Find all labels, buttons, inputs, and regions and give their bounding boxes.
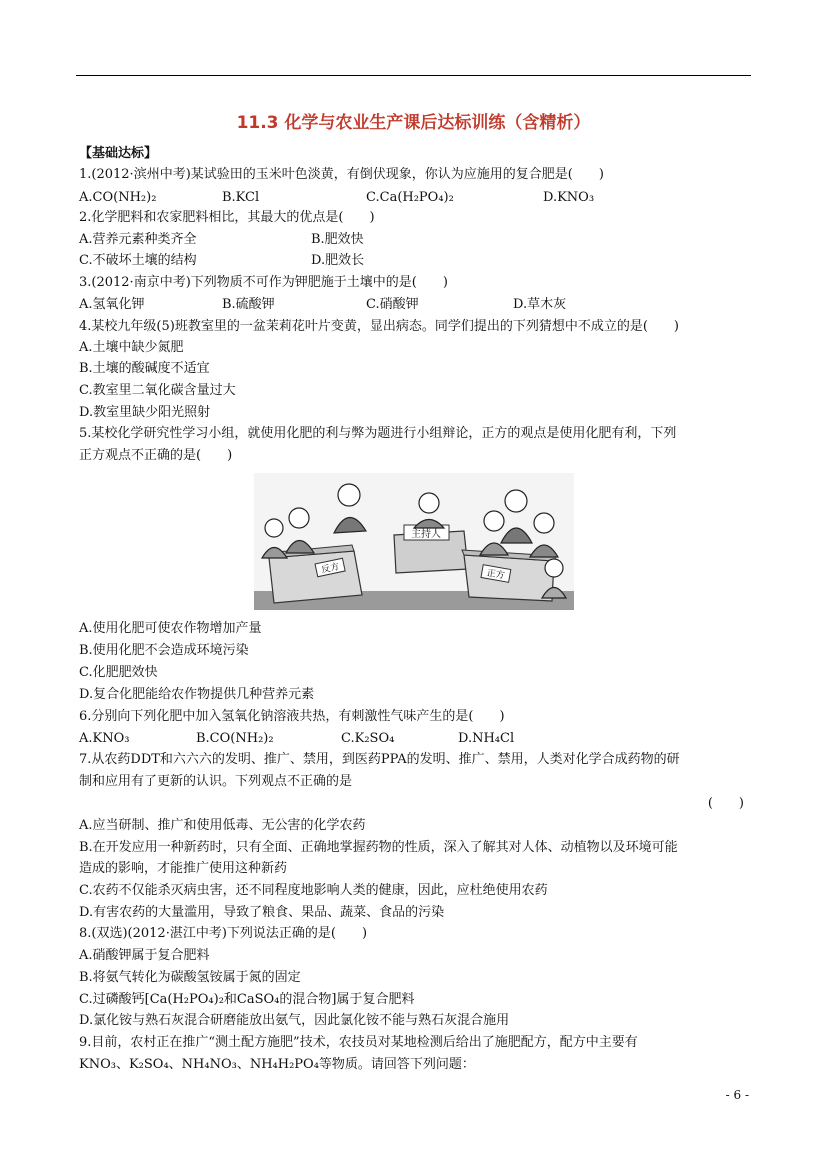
q8-option-c: C.过磷酸钙[Ca(H₂PO₄)₂和CaSO₄的混合物]属于复合肥料 bbox=[79, 992, 415, 1007]
debate-illustration bbox=[254, 473, 574, 610]
q6-option-d: D.NH₄Cl bbox=[458, 731, 515, 746]
q5-option-b: B.使用化肥不会造成环境污染 bbox=[79, 643, 249, 658]
q5-stem-line1: 5.某校化学研究性学习小组，就使用化肥的利与弊为题进行小组辩论，正方的观点是使用化肥有利，下列 bbox=[79, 426, 677, 441]
q6-option-b: B.CO(NH₂)₂ bbox=[196, 731, 274, 746]
q4-option-a: A.土壤中缺少氮肥 bbox=[79, 340, 184, 355]
q3-option-c: C.硝酸钾 bbox=[366, 297, 419, 312]
q8-option-d: D.氯化铵与熟石灰混合研磨能放出氨气，因此氯化铵不能与熟石灰混合施用 bbox=[79, 1013, 510, 1028]
q6-stem: 6.分别向下列化肥中加入氢氧化钠溶液共热，有刺激性气味产生的是( ) bbox=[79, 709, 505, 724]
q8-option-a: A.硝酸钾属于复合肥料 bbox=[79, 948, 210, 963]
q1-stem: 1.(2012·滨州中考)某试验田的玉米叶色淡黄，有倒伏现象，你认为应施用的复合肥是( ) bbox=[79, 167, 604, 182]
q4-option-b: B.土壤的酸碱度不适宜 bbox=[79, 361, 210, 376]
q3-option-d: D.草木灰 bbox=[513, 297, 567, 312]
q7-answer-blank: ( ) bbox=[707, 796, 744, 811]
pro-sign-label: 正方 bbox=[485, 568, 506, 582]
section-heading: 【基础达标】 bbox=[79, 146, 158, 161]
q2-option-a: A.营养元素种类齐全 bbox=[79, 232, 197, 247]
con-sign-label: 反方 bbox=[320, 562, 341, 576]
q4-option-c: C.教室里二氧化碳含量过大 bbox=[79, 383, 236, 398]
q9-stem-line2: KNO₃、K₂SO₄、NH₄NO₃、NH₄H₂PO₄等物质。请回答下列问题： bbox=[79, 1057, 475, 1072]
q5-option-d: D.复合化肥能给农作物提供几种营养元素 bbox=[79, 687, 315, 702]
q2-stem: 2.化学肥料和农家肥料相比，其最大的优点是( ) bbox=[79, 210, 375, 225]
q2-option-d: D.肥效长 bbox=[311, 253, 365, 268]
q7-option-c: C.农药不仅能杀灭病虫害，还不同程度地影响人类的健康，因此，应杜绝使用农药 bbox=[79, 883, 548, 898]
q8-stem: 8.(双选)(2012·湛江中考)下列说法正确的是( ) bbox=[79, 926, 368, 941]
q7-option-a: A.应当研制、推广和使用低毒、无公害的化学农药 bbox=[79, 818, 366, 833]
q2-option-b: B.肥效快 bbox=[311, 232, 364, 247]
q4-option-d: D.教室里缺少阳光照射 bbox=[79, 405, 211, 420]
q7-option-b-line1: B.在开发应用一种新药时，只有全面、正确地掌握药物的性质，深入了解其对人体、动植物以及环境可能 bbox=[79, 840, 678, 855]
q1-option-b: B.KCl bbox=[222, 190, 260, 205]
q2-option-c: C.不破坏土壤的结构 bbox=[79, 253, 197, 268]
q1-option-c: C.Ca(H₂PO₄)₂ bbox=[366, 190, 454, 205]
q5-stem-line2: 正方观点不正确的是( ) bbox=[79, 448, 233, 463]
q6-option-a: A.KNO₃ bbox=[79, 731, 130, 746]
q5-option-c: C.化肥肥效快 bbox=[79, 665, 158, 680]
q1-option-d: D.KNO₃ bbox=[543, 190, 595, 205]
q6-option-c: C.K₂SO₄ bbox=[341, 731, 395, 746]
page-title: 11.3 化学与农业生产课后达标训练（含精析） bbox=[236, 113, 591, 133]
q4-stem: 4.某校九年级(5)班教室里的一盆茉莉花叶片变黄，显出病态。同学们提出的下列猜想中不成立的是( ) bbox=[79, 319, 679, 334]
q3-stem: 3.(2012·南京中考)下列物质不可作为钾肥施于土壤中的是( ) bbox=[79, 275, 448, 290]
q7-option-b-line2: 造成的影响，才能推广使用这种新药 bbox=[79, 861, 288, 876]
q7-stem-line2: 制和应用有了更新的认识。下列观点不正确的是 bbox=[79, 774, 353, 789]
page-number: - 6 - bbox=[725, 1088, 749, 1102]
q7-stem-line1: 7.从农药DDT和六六六的发明、推广、禁用，到医药PPA的发明、推广、禁用，人类对化学合成药物的研 bbox=[79, 752, 680, 767]
q3-option-b: B.硫酸钾 bbox=[222, 297, 275, 312]
q8-option-b: B.将氨气转化为碳酸氢铵属于氮的固定 bbox=[79, 970, 301, 985]
q5-option-a: A.使用化肥可使农作物增加产量 bbox=[79, 621, 262, 636]
q3-option-a: A.氢氧化钾 bbox=[79, 297, 145, 312]
host-sign-label: 主持人 bbox=[411, 529, 441, 540]
q1-option-a: A.CO(NH₂)₂ bbox=[79, 190, 157, 205]
q7-option-d: D.有害农药的大量滥用，导致了粮食、果品、蔬菜、食品的污染 bbox=[79, 905, 445, 920]
header-rule bbox=[76, 75, 751, 76]
q9-stem-line1: 9.目前，农村正在推广“测土配方施肥”技术，农技员对某地检测后给出了施肥配方，配方中主要有 bbox=[79, 1035, 638, 1050]
